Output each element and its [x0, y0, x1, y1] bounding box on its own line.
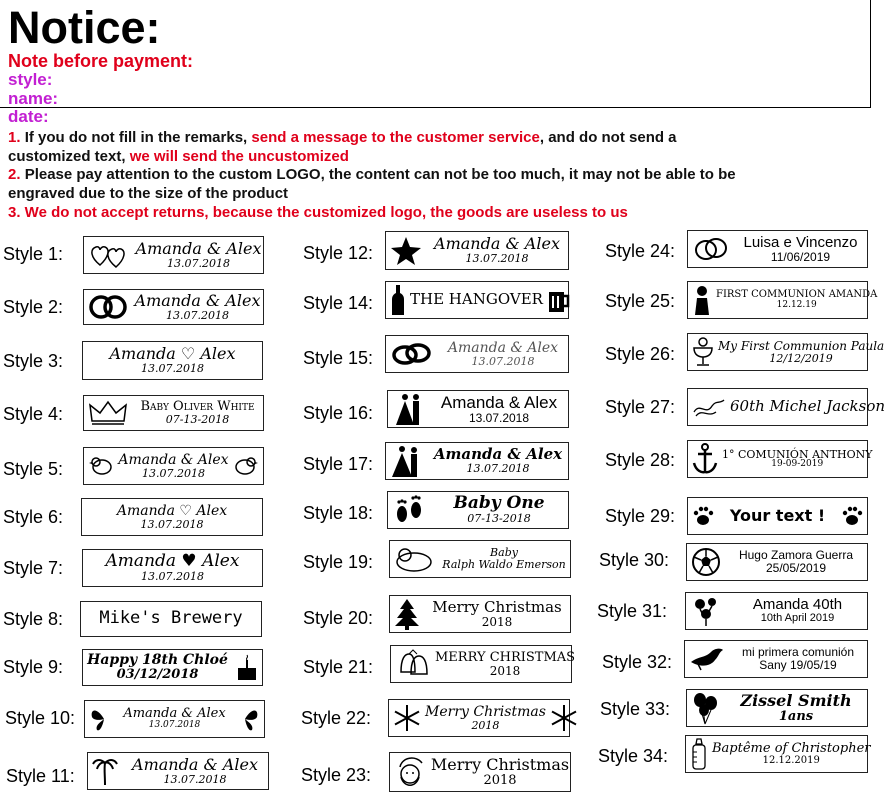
bird-icon-right: [233, 454, 259, 478]
rings-icon: [88, 294, 128, 320]
style-plate-17[interactable]: [385, 442, 569, 480]
soccer-ball-icon: [691, 547, 721, 577]
item-1-text-c: , and do not send a: [539, 129, 677, 146]
plate-3-line-1: Amanda ♡ Alex: [109, 344, 236, 364]
style-label-16: Style 16:: [303, 403, 374, 423]
plate-1-line-1: Amanda & Alex: [135, 238, 262, 258]
style-plate-10[interactable]: [84, 700, 265, 738]
paw-icon: [692, 505, 714, 527]
plate-25-line-1: FIRST COMMUNION AMANDA: [716, 289, 878, 301]
footprints-icon: [392, 495, 426, 525]
plate-18-line-2: 07-13-2018: [467, 512, 531, 526]
plate-11-line-1: Amanda & Alex: [132, 754, 258, 774]
item-2-number: 2.: [8, 166, 25, 183]
snowflake-icon-right: [550, 704, 578, 732]
plate-9-line-1: Happy 18th Chloé: [87, 652, 228, 669]
plate-4-line-1: Baby Oliver White: [140, 399, 255, 415]
style-plate-1[interactable]: [83, 236, 264, 274]
notice-item-3: 3. We do not accept returns, because the customized logo, the goods are useless to us: [8, 204, 628, 221]
rings-icon: [692, 236, 730, 262]
plate-5-line-2: 13.07.2018: [142, 466, 205, 480]
palm-icon: [92, 755, 118, 787]
butterfly-icon-right: [230, 705, 260, 733]
bottle-icon: [390, 284, 406, 316]
notice-item-1-line-1: [8, 129, 677, 147]
notice-divider: [0, 107, 871, 108]
hearts-icon: [88, 241, 130, 269]
plate-16-line-2: 13.07.2018: [468, 410, 530, 425]
plate-20-line-1: Merry Christmas: [432, 597, 562, 616]
plate-23-line-1: Merry Christmas: [430, 754, 570, 774]
plate-28-line-2: 19-09-2019: [771, 459, 824, 470]
plate-1-line-2: 13.07.2018: [167, 256, 230, 270]
style-plate-27[interactable]: [687, 388, 885, 426]
cake-icon: [236, 654, 258, 682]
style-label-9: Style 9:: [3, 657, 64, 677]
style-label-8: Style 8:: [3, 609, 64, 629]
style-plate-2[interactable]: [83, 289, 264, 325]
style-label-4: Style 4:: [3, 404, 64, 424]
style-label-29: Style 29:: [605, 506, 676, 526]
baby-bottle-icon: [690, 738, 708, 770]
style-label-14: Style 14:: [303, 293, 374, 313]
plate-12-line-1: Amanda & Alex: [434, 234, 560, 254]
style-label-33: Style 33:: [600, 699, 671, 719]
plate-26-line-1: My First Communion Paula: [718, 338, 885, 353]
style-label-24: Style 24:: [605, 241, 676, 261]
birds-icon: [88, 454, 114, 478]
style-plate-18[interactable]: [387, 491, 569, 529]
plate-3-line-2: 13.07.2018: [141, 362, 204, 376]
plate-12-line-2: 13.07.2018: [465, 252, 529, 266]
style-plate-21[interactable]: [390, 645, 576, 683]
plate-6-line-2: 13.07.2018: [140, 517, 204, 531]
paw-icon-right: [841, 505, 863, 527]
plate-32-line-1: mi primera comunión: [741, 645, 855, 660]
plate-5-line-1: Amanda & Alex: [118, 451, 229, 468]
plate-17-line-2: 13.07.2018: [466, 462, 530, 476]
beer-mug-icon: [547, 286, 571, 314]
tree-icon: [394, 598, 420, 630]
plate-34-line-2: 12.12.2019: [762, 754, 820, 766]
bells-icon: [395, 648, 431, 680]
plate-24-line-1: Luisa e Vincenzo: [743, 233, 858, 251]
style-plate-15[interactable]: [385, 335, 569, 373]
frame-border-right: [870, 0, 871, 108]
plate-4-line-2: 07-13-2018: [165, 413, 230, 427]
plate-25-line-2: 12.12.19: [776, 299, 817, 310]
style-field-label: style:: [8, 70, 53, 89]
plate-10-line-2: 13.07.2018: [148, 720, 201, 731]
plate-15-line-1: Amanda & Alex: [447, 339, 559, 356]
snowflake-icon: [393, 704, 421, 732]
plate-11-line-2: 13.07.2018: [163, 772, 227, 786]
birthday-icon: [692, 394, 726, 420]
style-plate-8[interactable]: [80, 601, 262, 637]
item-1-text-b: send a message to the customer service: [251, 129, 540, 146]
starfish-icon: [390, 236, 422, 266]
style-plate-33[interactable]: [686, 689, 868, 727]
style-label-34: Style 34:: [598, 746, 669, 766]
style-label-19: Style 19:: [303, 552, 374, 572]
style-label-2: Style 2:: [3, 297, 64, 317]
plate-22-line-2: 2018: [471, 718, 500, 732]
plate-32-line-2: Sany 19/05/19: [759, 658, 837, 672]
plate-24-line-2: 11/06/2019: [770, 249, 831, 264]
date-field-label: date:: [8, 107, 49, 126]
balloons-icon: [691, 691, 721, 725]
style-label-17: Style 17:: [303, 454, 374, 474]
style-plate-9[interactable]: [82, 649, 263, 686]
style-label-12: Style 12:: [303, 243, 374, 263]
style-plate-25[interactable]: [687, 281, 878, 319]
plate-7-line-1: Amanda ♥ Alex: [105, 551, 240, 572]
item-1-text-a: If you do not fill in the remarks,: [24, 129, 252, 146]
plate-8-line-1: Mike's Brewery: [99, 608, 243, 629]
style-plate-30[interactable]: [686, 543, 868, 581]
plate-19-line-2: Ralph Waldo Emerson: [442, 558, 566, 571]
style-label-5: Style 5:: [3, 459, 64, 479]
plate-30-line-1: Hugo Zamora Guerra: [738, 548, 854, 563]
style-label-25: Style 25:: [605, 291, 676, 311]
style-plate-6[interactable]: [81, 498, 263, 536]
plate-2-line-2: 13.07.2018: [166, 308, 229, 322]
style-label-7: Style 7:: [3, 558, 64, 578]
plate-33-line-1: Zissel Smith: [740, 690, 852, 710]
notice-item-2-line-1: [8, 166, 736, 184]
style-plate-11[interactable]: [87, 752, 269, 790]
plate-31-line-1: Amanda 40th: [752, 596, 843, 614]
rings-icon: [390, 340, 434, 368]
style-plate-22[interactable]: [388, 699, 570, 737]
plate-28-line-1: 1° COMUNIÓN ANTHONY: [722, 447, 873, 461]
style-plate-26[interactable]: [687, 333, 885, 371]
plate-18-line-1: Baby One: [453, 493, 545, 514]
item-1-number: 1.: [8, 129, 25, 146]
style-plate-5[interactable]: [83, 447, 264, 485]
style-plate-16[interactable]: [387, 390, 569, 428]
style-label-3: Style 3:: [3, 351, 64, 371]
plate-21-line-2: 2018: [489, 663, 521, 678]
style-plate-23[interactable]: [389, 752, 571, 792]
style-label-11: Style 11:: [6, 766, 75, 786]
style-label-15: Style 15:: [303, 348, 374, 368]
baby-icon: [394, 544, 434, 574]
style-label-6: Style 6:: [3, 507, 64, 527]
plate-19-line-1: Baby: [490, 546, 518, 560]
style-plate-7[interactable]: [82, 549, 263, 587]
plate-30-line-2: 25/05/2019: [765, 561, 827, 575]
style-plate-28[interactable]: [687, 440, 873, 478]
plate-27-line-1: 60th Michel Jackson: [730, 397, 885, 416]
couple-icon: [390, 444, 424, 478]
item-2-text-a: Please pay attention to the custom LOGO, the content can not be too much, it may not be able to be: [24, 166, 736, 183]
style-plate-14[interactable]: [385, 281, 569, 319]
chalice-icon: [692, 337, 714, 367]
item-1-text-e: we will send the uncustomized: [129, 148, 349, 165]
style-plate-31[interactable]: [685, 592, 868, 630]
style-label-21: Style 21:: [303, 657, 374, 677]
plate-21-line-1: MERRY CHRISTMAS: [435, 649, 576, 665]
flowers-icon: [690, 595, 724, 627]
plate-10-line-1: Amanda & Alex: [123, 706, 226, 722]
anchor-icon: [692, 443, 718, 475]
plate-23-line-2: 2018: [483, 772, 517, 788]
dove-icon: [689, 646, 725, 672]
couple-icon: [392, 392, 426, 426]
plate-2-line-1: Amanda & Alex: [134, 290, 261, 310]
style-label-23: Style 23:: [301, 765, 372, 785]
child-icon: [692, 284, 712, 316]
notice-item-1-line-2: [8, 148, 349, 166]
style-plate-4[interactable]: [83, 395, 264, 431]
style-label-28: Style 28:: [605, 450, 676, 470]
style-label-20: Style 20:: [303, 608, 374, 628]
plate-9-line-2: 03/12/2018: [116, 667, 199, 683]
plate-6-line-1: Amanda ♡ Alex: [116, 502, 228, 519]
style-label-26: Style 26:: [605, 344, 676, 364]
plate-7-line-2: 13.07.2018: [141, 570, 204, 584]
style-label-1: Style 1:: [3, 244, 64, 264]
style-label-18: Style 18:: [303, 503, 374, 523]
notice-title: Notice:: [8, 2, 161, 53]
item-1-text-d: customized text,: [8, 148, 130, 165]
style-label-27: Style 27:: [605, 397, 676, 417]
plate-22-line-1: Merry Christmas: [425, 703, 546, 720]
plate-16-line-1: Amanda & Alex: [440, 392, 558, 412]
style-plate-29[interactable]: [687, 497, 868, 535]
plate-20-line-2: 2018: [481, 614, 513, 629]
style-plate-34[interactable]: [685, 735, 871, 773]
style-label-10: Style 10:: [5, 708, 76, 728]
style-plate-12[interactable]: [385, 231, 569, 270]
plate-15-line-2: 13.07.2018: [471, 354, 535, 368]
style-label-22: Style 22:: [301, 708, 372, 728]
style-plate-19[interactable]: [389, 540, 571, 578]
style-plate-20[interactable]: [389, 595, 571, 633]
style-label-30: Style 30:: [599, 550, 670, 570]
butterfly-icon: [89, 705, 119, 733]
style-label-31: Style 31:: [597, 601, 668, 621]
note-before-payment: Note before payment:: [8, 51, 194, 71]
plate-34-line-1: Baptême of Christopher: [712, 740, 871, 756]
santa-icon: [394, 755, 426, 789]
style-plate-24[interactable]: [687, 230, 868, 268]
style-label-32: Style 32:: [602, 652, 673, 672]
plate-31-line-2: 10th April 2019: [760, 612, 835, 625]
style-plate-32[interactable]: [684, 640, 868, 678]
style-plate-3[interactable]: [82, 341, 263, 380]
plate-33-line-2: 1ans: [778, 708, 814, 724]
name-field-label: name:: [8, 89, 59, 108]
plate-17-line-1: Amanda & Alex: [433, 445, 563, 464]
crown-icon: [88, 399, 128, 427]
plate-29-line-1: Your text !: [729, 505, 826, 525]
notice-item-2-line-2: engraved due to the size of the product: [8, 185, 289, 202]
plate-14-line-1: THE HANGOVER: [410, 290, 543, 309]
plate-26-line-2: 12/12/2019: [769, 351, 833, 365]
